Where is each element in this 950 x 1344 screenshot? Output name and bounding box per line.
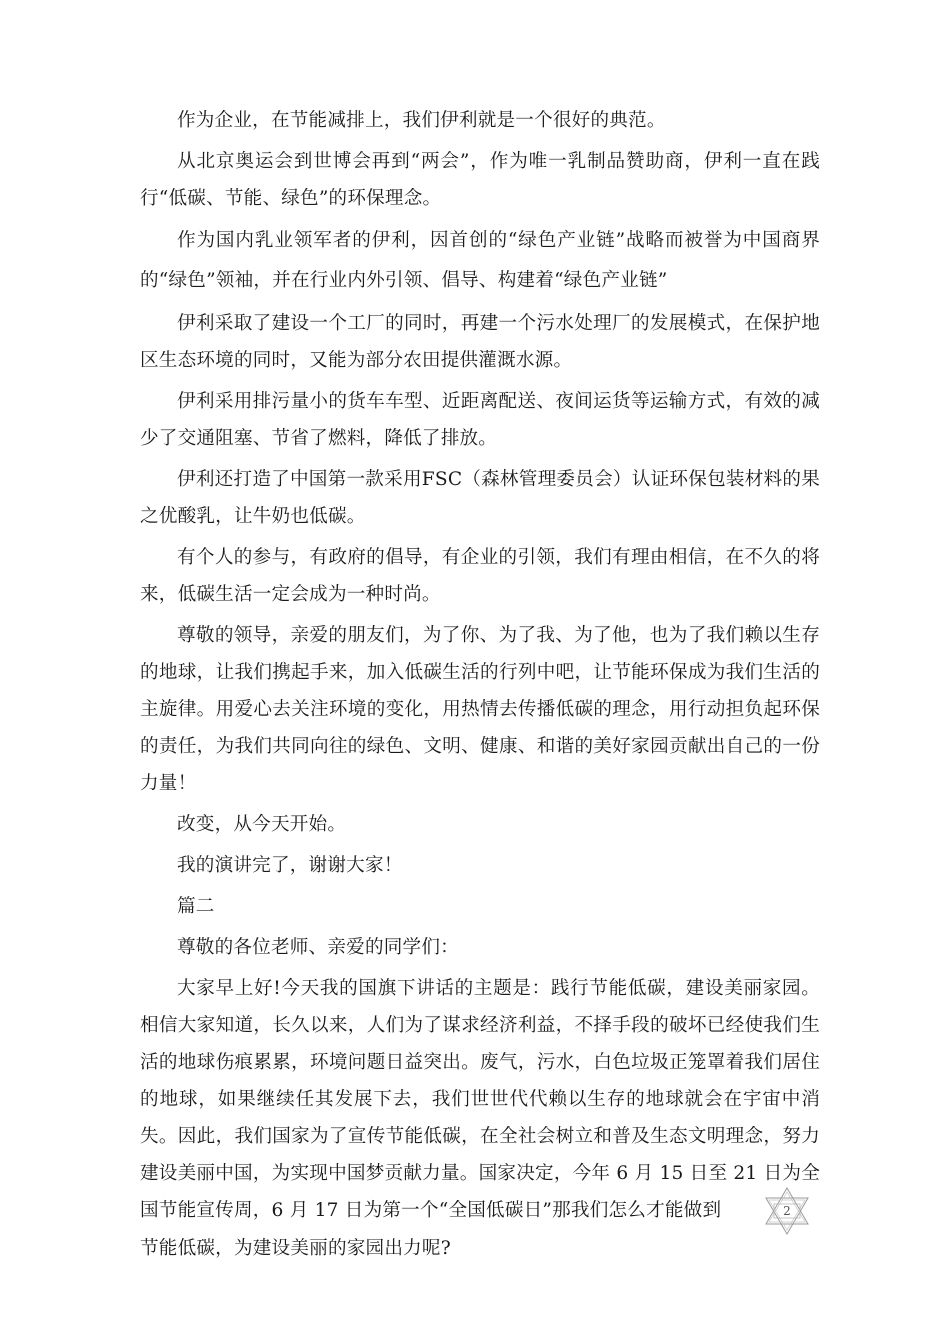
trailing-line: 节能低碳，为建设美丽的家园出力呢?: [140, 1238, 451, 1259]
greeting: 尊敬的各位老师、亲爱的同学们：: [177, 937, 459, 958]
paragraph-13: 大家早上好!今天我的国旗下讲话的主题是：践行节能低碳，建设美丽家园。相信大家知道，长久以来，人们为了谋求经济利益，不择手段的破坏已经使我们生活的地球伤痕累累，环境问题日益突出。废气，污水，白色垃圾正笼罩着我们居住的地球，如果继续任其发展下去，我们世世代代赖以生存的地球就会在宇宙中消失。因此，我们国家为了宣传节能低碳，在全社会树立和普及生态文明理念，努力建设美丽中国，为实现中国梦贡献力量。国家决定，今年 6 月 15 日至 21 日为全国节能宣传周，6 月 17 日为第一个“全国低碳日”那我们怎么才能做到: [140, 978, 820, 1221]
paragraph-10: 我的演讲完了，谢谢大家！: [177, 855, 403, 876]
document-body: [140, 102, 820, 1229]
section-heading: 篇二: [177, 896, 215, 917]
paragraph-1: 作为企业，在节能减排上，我们伊利就是一个很好的典范。: [177, 110, 666, 131]
paragraph-5: 伊利采用排污量小的货车车型、近距离配送、夜间运货等运输方式，有效的减少了交通阻塞、节省了燃料，降低了排放。: [140, 391, 820, 449]
page-number-badge: [762, 1186, 812, 1236]
paragraph-8: 尊敬的领导，亲爱的朋友们，为了你、为了我、为了他，也为了我们赖以生存的地球，让我们携起手来，加入低碳生活的行列中吧，让节能环保成为我们生活的主旋律。用爱心去关注环境的变化，用热情去传播低碳的理念，用行动担负起环保的责任，为我们共同向往的绿色、文明、健康、和谐的美好家园贡献出自己的一份力量！: [140, 625, 820, 794]
paragraph-2: 从北京奥运会到世博会再到“两会”，作为唯一乳制品赞助商，伊利一直在践行“低碳、节能、绿色”的环保理念。: [140, 151, 820, 209]
paragraph-7: 有个人的参与，有政府的倡导，有企业的引领，我们有理由相信，在不久的将来，低碳生活一定会成为一种时尚。: [140, 547, 820, 605]
page-number: 2: [783, 1204, 791, 1218]
paragraph-3: 作为国内乳业领军者的伊利，因首创的“绿色产业链”战略而被誉为中国商界的“绿色”领袖，并在行业内外引领、倡导、构建着“绿色产业链”: [140, 230, 820, 291]
paragraph-9: 改变，从今天开始。: [177, 814, 347, 835]
paragraph-6: 伊利还打造了中国第一款采用FSC（森林管理委员会）认证环保包装材料的果之优酸乳，让牛奶也低碳。: [140, 469, 820, 527]
paragraph-4: 伊利采取了建设一个工厂的同时，再建一个污水处理厂的发展模式，在保护地区生态环境的同时，又能为部分农田提供灌溉水源。: [140, 313, 820, 371]
